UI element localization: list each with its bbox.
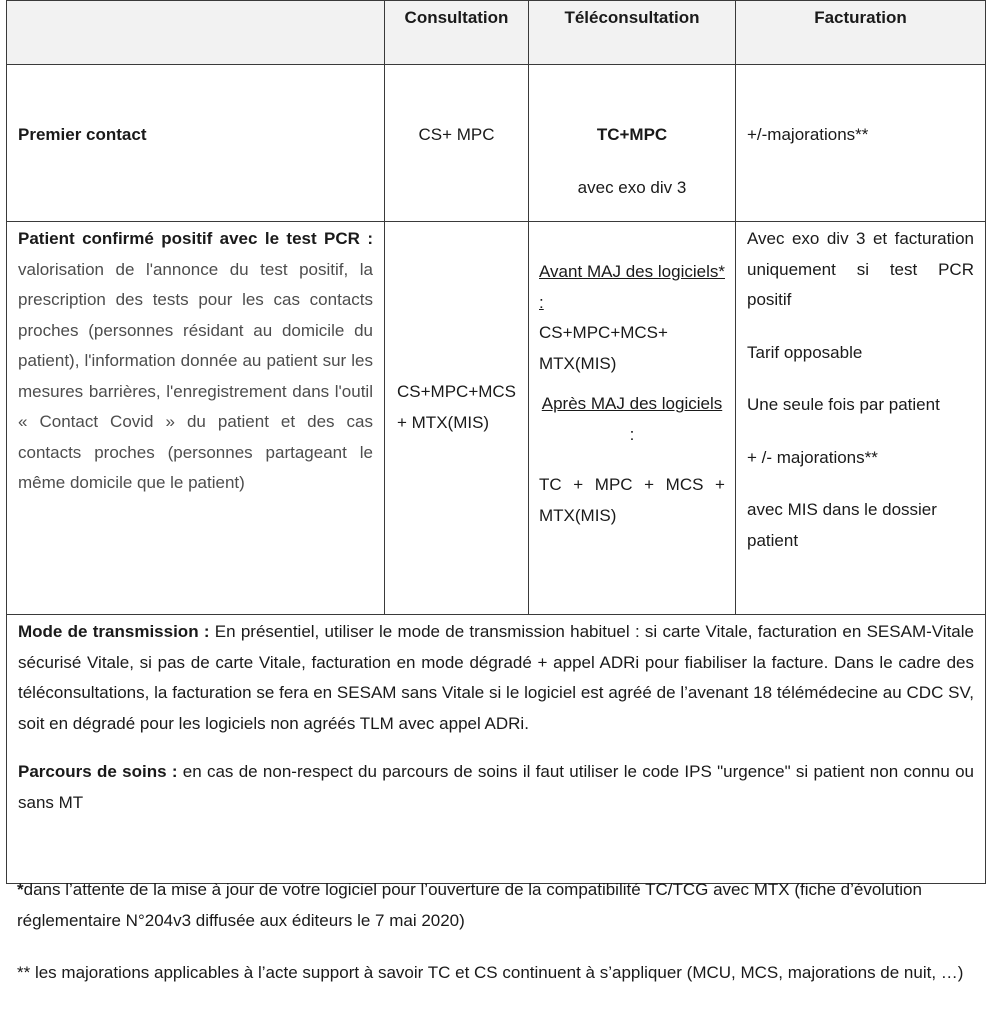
- header-consultation: Consultation: [385, 1, 529, 65]
- parcours-label: Parcours de soins :: [18, 762, 178, 781]
- footnote-2: ** les majorations applicables à l’acte support à savoir TC et CS continuent à s’appliquer (MCU, MCS, majorations de nuit, …): [17, 963, 964, 982]
- tele-avant-code: CS+MPC+MCS+ MTX(MIS): [539, 323, 668, 373]
- fact-exo: Avec exo div 3 et facturation uniquement si test PCR positif: [747, 229, 974, 309]
- tele-apres-title: Après MAJ des logiciels: [541, 394, 723, 413]
- header-teleconsultation: Téléconsultation: [529, 1, 736, 65]
- footnote-1: [17, 875, 977, 936]
- premier-facturation: +/-majorations**: [747, 125, 869, 144]
- patient-label-bold-2: PCR :: [324, 229, 373, 248]
- mode-text: En présentiel, utiliser le mode de transmission habituel : si carte Vitale, facturation en SESAM-Vitale sécurisé Vitale, si pas de carte Vitale, facturation en mode dégradé + appel ADRi pour fiabiliser la facture. Dans le cadre des téléconsultations, la facturation se fera en SESAM sans Vitale si le logiciel est agréé de l’avenant 18 télémédecine au CDC SV, soit en dégradé pour les logiciels non agréés TLM avec appel ADRi.: [18, 622, 974, 733]
- fact-tarif: Tarif opposable: [747, 342, 863, 362]
- header-row: [7, 1, 986, 65]
- mode-transmission-paragraph: [18, 617, 974, 739]
- premier-facturation-cell: [736, 65, 986, 222]
- patient-consultation-code: CS+MPC+MCS+ MTX(MIS): [397, 382, 517, 432]
- fact-majorations: + /- majorations**: [747, 447, 878, 467]
- mode-label: Mode de transmission :: [18, 622, 210, 641]
- patient-label-bold-1: Patient confirmé positif avec le test: [18, 229, 317, 248]
- patient-description: [7, 222, 384, 499]
- fact-mis: avec MIS dans le dossier patient: [747, 500, 937, 550]
- fact-une-fois: Une seule fois par patient: [747, 395, 940, 414]
- footnote-1-star: *: [17, 880, 24, 899]
- patient-tele-cell: [529, 222, 736, 615]
- header-facturation: Facturation: [736, 1, 986, 65]
- premier-consultation-cell: [385, 65, 529, 222]
- premier-tele-cell: [529, 65, 736, 222]
- patient-label-rest: valorisation de l'annonce du test positif, la prescription des tests pour les cas contacts proches (personnes résidant au domicile du patient), l'information donnée au patient sur les mesures barrières, l'enregistrement dans l'outil « Contact Covid » du patient et des cas contacts proches (personnes partageant le même domicile que le patient): [18, 259, 373, 492]
- premier-tele-sub: avec exo div 3: [577, 177, 687, 197]
- patient-label-cell: [7, 222, 385, 615]
- parcours-text: en cas de non-respect du parcours de soins il faut utiliser le code IPS "urgence" si patient non connu ou sans MT: [18, 762, 974, 812]
- mode-cell: [7, 615, 986, 884]
- billing-table: [6, 0, 986, 884]
- row-premier-contact: [7, 65, 986, 222]
- tele-apres-colon: :: [629, 424, 635, 444]
- tele-avant-title: Avant MAJ des logiciels* :: [539, 262, 725, 312]
- footnote-1-text: dans l’attente de la mise à jour de votre logiciel pour l’ouverture de la compatibilité TC/TCG avec MTX (fiche d’évolution réglementaire N°204v3 diffusée aux éditeurs le 7 mai 2020): [17, 880, 922, 930]
- tele-apres-code: TC + MPC + MCS + MTX(MIS): [539, 475, 725, 525]
- parcours-paragraph: [18, 757, 974, 818]
- header-empty-cell: [7, 1, 385, 65]
- patient-facturation-cell: [736, 222, 986, 615]
- tele-apres-title-line: [539, 389, 725, 450]
- patient-consultation-cell: [385, 222, 529, 615]
- premier-contact-label: Premier contact: [18, 125, 147, 144]
- row-mode-transmission: [7, 615, 986, 884]
- premier-tele-code: TC+MPC: [596, 125, 668, 144]
- row-patient-positif: [7, 222, 986, 615]
- premier-contact-label-cell: [7, 65, 385, 222]
- premier-consultation-code: CS+ MPC: [418, 125, 495, 144]
